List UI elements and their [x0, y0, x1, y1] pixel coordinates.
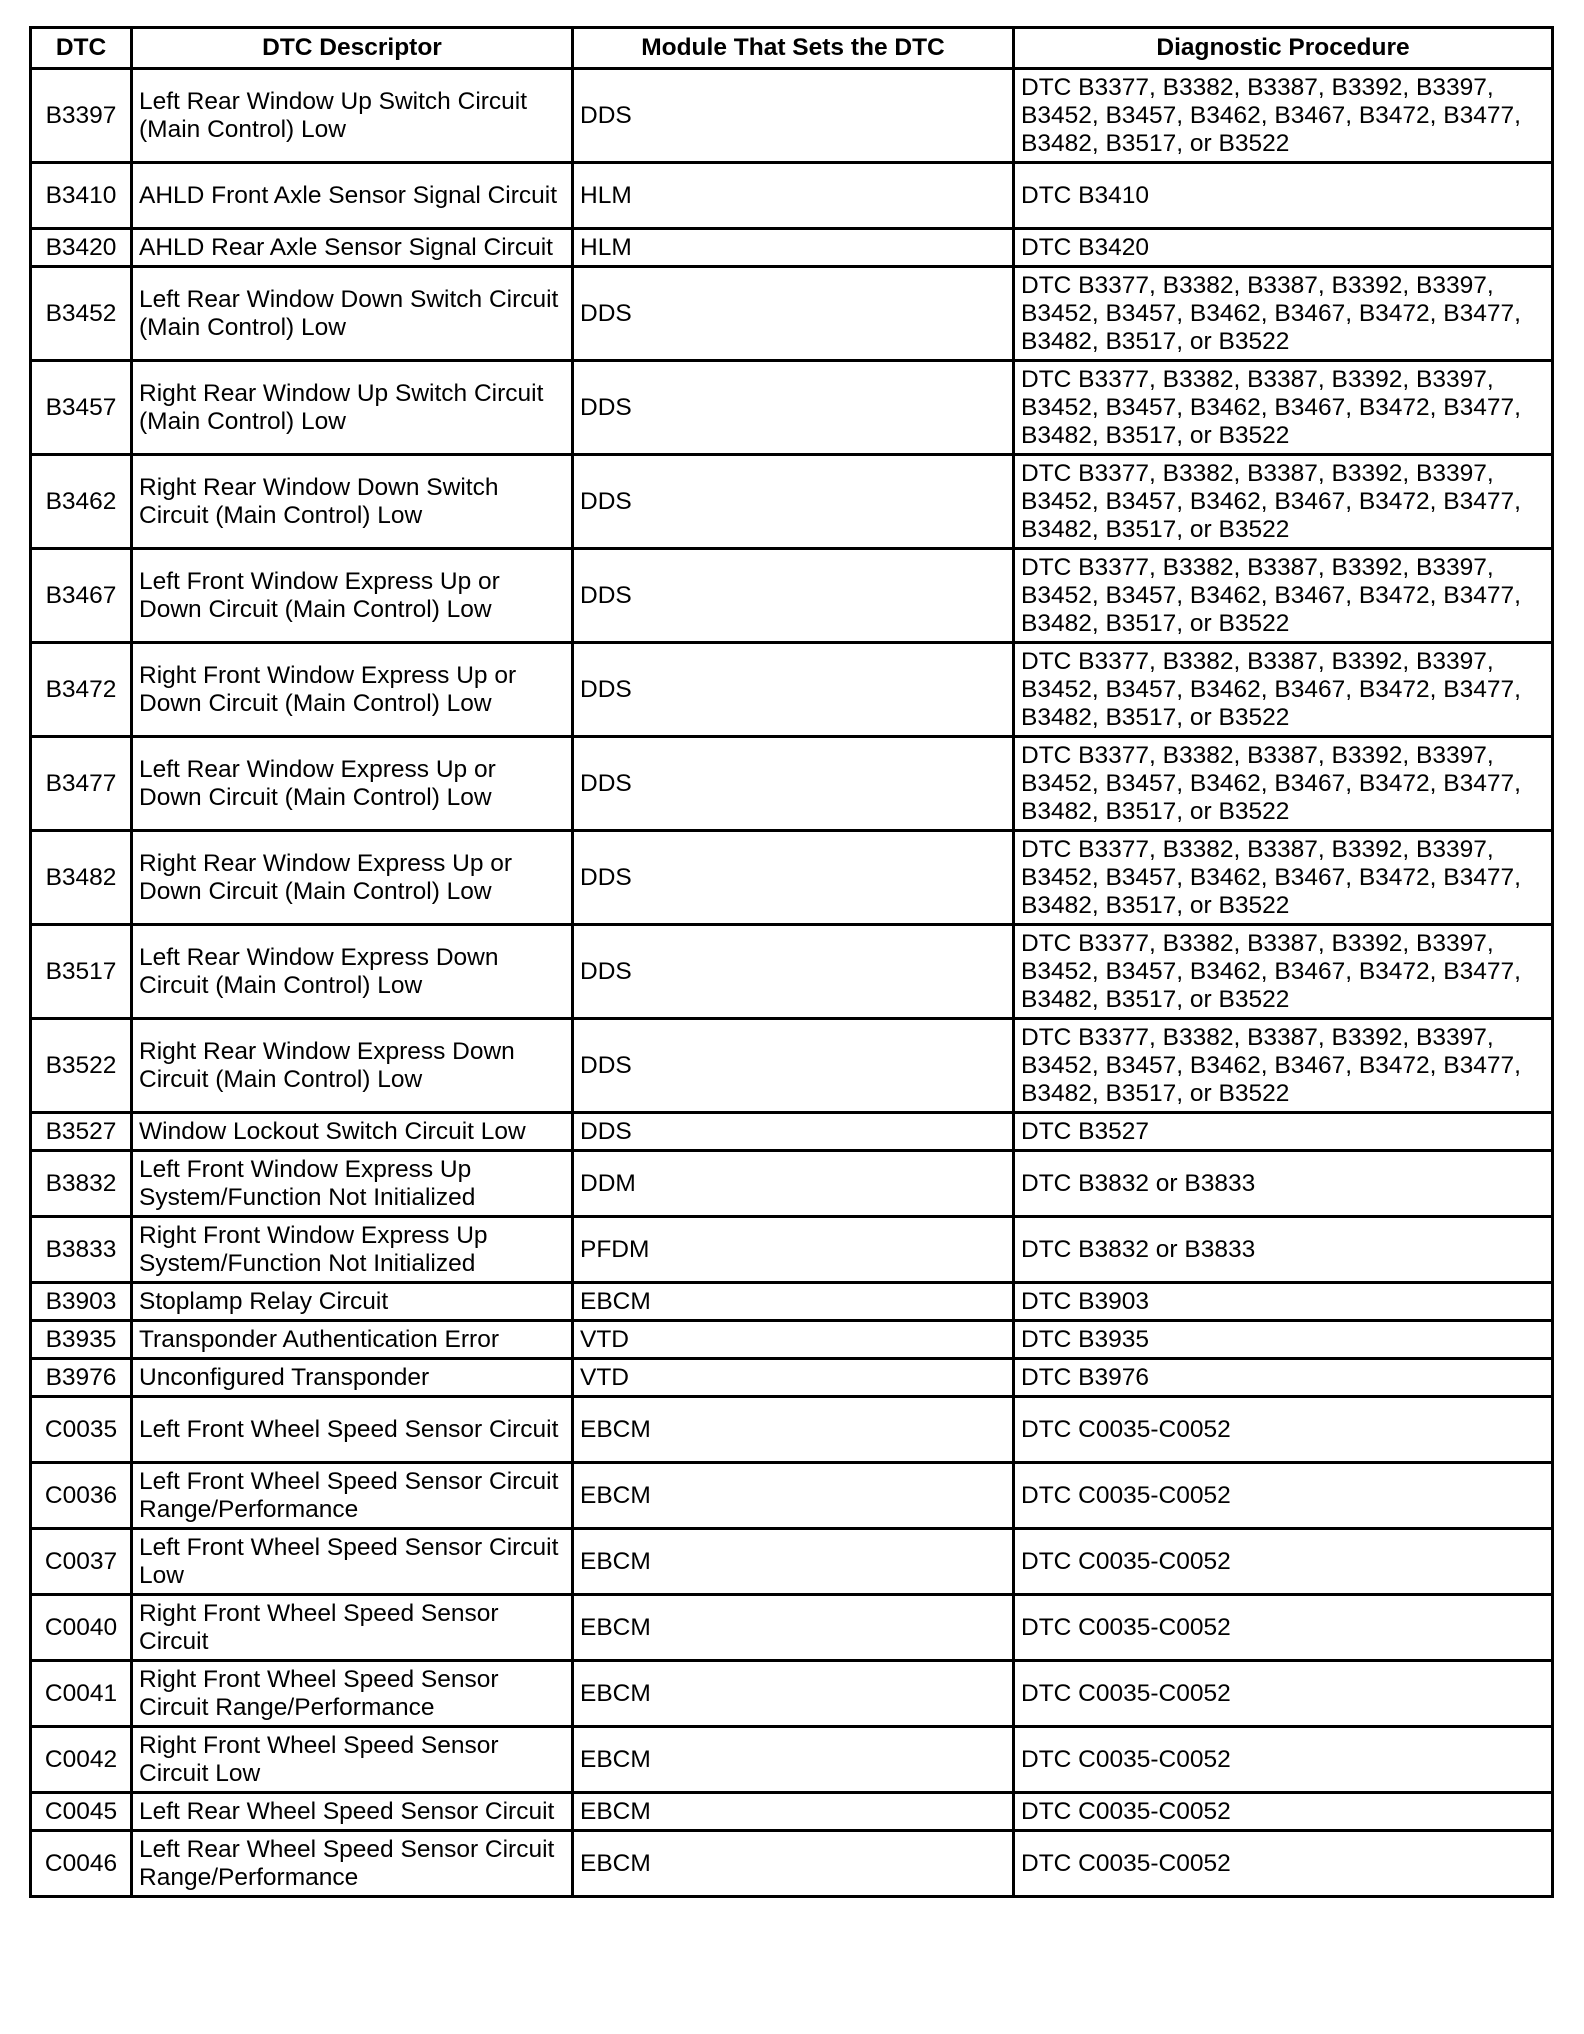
header-module: Module That Sets the DTC — [573, 28, 1014, 69]
dtc-code: B3472 — [31, 643, 132, 737]
dtc-module: DDS — [573, 69, 1014, 163]
dtc-descriptor: Right Rear Window Express Up or Down Circuit (Main Control) Low — [132, 831, 573, 925]
dtc-descriptor: Left Front Wheel Speed Sensor Circuit Low — [132, 1529, 573, 1595]
dtc-module: DDS — [573, 737, 1014, 831]
dtc-code: B3420 — [31, 229, 132, 267]
dtc-table-container — [29, 26, 1554, 1898]
dtc-table — [29, 26, 1554, 1898]
dtc-descriptor: Window Lockout Switch Circuit Low — [132, 1113, 573, 1151]
table-row — [31, 1529, 1553, 1595]
table-row — [31, 163, 1553, 229]
table-row — [31, 1727, 1553, 1793]
table-row — [31, 1661, 1553, 1727]
dtc-descriptor: Left Rear Wheel Speed Sensor Circuit Range/Performance — [132, 1831, 573, 1897]
table-row — [31, 361, 1553, 455]
dtc-descriptor: Left Front Wheel Speed Sensor Circuit Range/Performance — [132, 1463, 573, 1529]
dtc-procedure: DTC B3976 — [1014, 1359, 1553, 1397]
dtc-code: C0045 — [31, 1793, 132, 1831]
dtc-code: B3397 — [31, 69, 132, 163]
dtc-code: B3477 — [31, 737, 132, 831]
dtc-module: DDS — [573, 643, 1014, 737]
dtc-descriptor: Right Rear Window Express Down Circuit (Main Control) Low — [132, 1019, 573, 1113]
dtc-descriptor: Right Front Window Express Up System/Function Not Initialized — [132, 1217, 573, 1283]
dtc-code: B3452 — [31, 267, 132, 361]
table-row — [31, 1283, 1553, 1321]
dtc-descriptor: AHLD Front Axle Sensor Signal Circuit — [132, 163, 573, 229]
dtc-descriptor: AHLD Rear Axle Sensor Signal Circuit — [132, 229, 573, 267]
dtc-descriptor: Left Rear Wheel Speed Sensor Circuit — [132, 1793, 573, 1831]
dtc-procedure: DTC B3377, B3382, B3387, B3392, B3397, B3452, B3457, B3462, B3467, B3472, B3477, B3482, B3517, or B3522 — [1014, 1019, 1553, 1113]
dtc-module: DDS — [573, 1019, 1014, 1113]
dtc-code: C0036 — [31, 1463, 132, 1529]
dtc-descriptor: Right Rear Window Down Switch Circuit (Main Control) Low — [132, 455, 573, 549]
dtc-procedure: DTC B3377, B3382, B3387, B3392, B3397, B3452, B3457, B3462, B3467, B3472, B3477, B3482, B3517, or B3522 — [1014, 643, 1553, 737]
dtc-procedure: DTC C0035-C0052 — [1014, 1529, 1553, 1595]
dtc-procedure: DTC B3410 — [1014, 163, 1553, 229]
dtc-code: B3903 — [31, 1283, 132, 1321]
dtc-procedure: DTC C0035-C0052 — [1014, 1727, 1553, 1793]
dtc-procedure: DTC C0035-C0052 — [1014, 1661, 1553, 1727]
header-descriptor: DTC Descriptor — [132, 28, 573, 69]
table-row — [31, 267, 1553, 361]
dtc-procedure: DTC C0035-C0052 — [1014, 1793, 1553, 1831]
dtc-module: DDS — [573, 549, 1014, 643]
dtc-procedure: DTC C0035-C0052 — [1014, 1463, 1553, 1529]
table-row — [31, 229, 1553, 267]
dtc-procedure: DTC B3903 — [1014, 1283, 1553, 1321]
dtc-procedure: DTC B3832 or B3833 — [1014, 1217, 1553, 1283]
table-row — [31, 1595, 1553, 1661]
dtc-module: EBCM — [573, 1463, 1014, 1529]
dtc-procedure: DTC B3377, B3382, B3387, B3392, B3397, B3452, B3457, B3462, B3467, B3472, B3477, B3482, B3517, or B3522 — [1014, 455, 1553, 549]
table-row — [31, 831, 1553, 925]
dtc-procedure: DTC B3377, B3382, B3387, B3392, B3397, B3452, B3457, B3462, B3467, B3472, B3477, B3482, B3517, or B3522 — [1014, 831, 1553, 925]
dtc-descriptor: Right Front Wheel Speed Sensor Circuit Range/Performance — [132, 1661, 573, 1727]
dtc-module: EBCM — [573, 1727, 1014, 1793]
dtc-code: C0046 — [31, 1831, 132, 1897]
dtc-code: B3527 — [31, 1113, 132, 1151]
dtc-code: B3410 — [31, 163, 132, 229]
dtc-module: HLM — [573, 163, 1014, 229]
table-row — [31, 643, 1553, 737]
dtc-code: B3833 — [31, 1217, 132, 1283]
table-row — [31, 737, 1553, 831]
dtc-module: DDS — [573, 267, 1014, 361]
dtc-descriptor: Left Front Wheel Speed Sensor Circuit — [132, 1397, 573, 1463]
table-row — [31, 1359, 1553, 1397]
dtc-descriptor: Left Rear Window Express Down Circuit (Main Control) Low — [132, 925, 573, 1019]
dtc-descriptor: Right Front Wheel Speed Sensor Circuit — [132, 1595, 573, 1661]
dtc-module: DDS — [573, 1113, 1014, 1151]
table-row — [31, 1113, 1553, 1151]
dtc-module: HLM — [573, 229, 1014, 267]
dtc-descriptor: Left Rear Window Express Up or Down Circuit (Main Control) Low — [132, 737, 573, 831]
dtc-descriptor: Left Front Window Express Up System/Function Not Initialized — [132, 1151, 573, 1217]
dtc-descriptor: Unconfigured Transponder — [132, 1359, 573, 1397]
dtc-descriptor: Right Rear Window Up Switch Circuit (Main Control) Low — [132, 361, 573, 455]
dtc-procedure: DTC B3377, B3382, B3387, B3392, B3397, B3452, B3457, B3462, B3467, B3472, B3477, B3482, B3517, or B3522 — [1014, 549, 1553, 643]
dtc-procedure: DTC B3377, B3382, B3387, B3392, B3397, B3452, B3457, B3462, B3467, B3472, B3477, B3482, B3517, or B3522 — [1014, 69, 1553, 163]
dtc-procedure: DTC C0035-C0052 — [1014, 1595, 1553, 1661]
dtc-descriptor: Stoplamp Relay Circuit — [132, 1283, 573, 1321]
dtc-procedure: DTC B3527 — [1014, 1113, 1553, 1151]
dtc-code: B3976 — [31, 1359, 132, 1397]
dtc-module: EBCM — [573, 1831, 1014, 1897]
dtc-module: EBCM — [573, 1661, 1014, 1727]
dtc-module: EBCM — [573, 1397, 1014, 1463]
dtc-procedure: DTC C0035-C0052 — [1014, 1397, 1553, 1463]
table-row — [31, 1463, 1553, 1529]
dtc-procedure: DTC B3377, B3382, B3387, B3392, B3397, B3452, B3457, B3462, B3467, B3472, B3477, B3482, B3517, or B3522 — [1014, 361, 1553, 455]
dtc-module: VTD — [573, 1321, 1014, 1359]
dtc-procedure: DTC B3420 — [1014, 229, 1553, 267]
dtc-module: DDM — [573, 1151, 1014, 1217]
dtc-descriptor: Left Front Window Express Up or Down Circuit (Main Control) Low — [132, 549, 573, 643]
table-row — [31, 1793, 1553, 1831]
table-row — [31, 549, 1553, 643]
table-row — [31, 1397, 1553, 1463]
dtc-procedure: DTC B3377, B3382, B3387, B3392, B3397, B3452, B3457, B3462, B3467, B3472, B3477, B3482, B3517, or B3522 — [1014, 267, 1553, 361]
dtc-code: B3832 — [31, 1151, 132, 1217]
dtc-code: B3457 — [31, 361, 132, 455]
dtc-descriptor: Left Rear Window Down Switch Circuit (Main Control) Low — [132, 267, 573, 361]
dtc-code: C0035 — [31, 1397, 132, 1463]
dtc-module: EBCM — [573, 1595, 1014, 1661]
table-row — [31, 1151, 1553, 1217]
header-procedure: Diagnostic Procedure — [1014, 28, 1553, 69]
dtc-code: C0041 — [31, 1661, 132, 1727]
dtc-module: EBCM — [573, 1529, 1014, 1595]
dtc-code: C0042 — [31, 1727, 132, 1793]
dtc-procedure: DTC B3377, B3382, B3387, B3392, B3397, B3452, B3457, B3462, B3467, B3472, B3477, B3482, B3517, or B3522 — [1014, 737, 1553, 831]
table-row — [31, 1217, 1553, 1283]
dtc-module: VTD — [573, 1359, 1014, 1397]
table-row — [31, 69, 1553, 163]
dtc-module: DDS — [573, 925, 1014, 1019]
dtc-descriptor: Right Front Window Express Up or Down Circuit (Main Control) Low — [132, 643, 573, 737]
dtc-module: DDS — [573, 455, 1014, 549]
dtc-code: B3517 — [31, 925, 132, 1019]
dtc-module: DDS — [573, 361, 1014, 455]
dtc-module: EBCM — [573, 1793, 1014, 1831]
dtc-module: DDS — [573, 831, 1014, 925]
dtc-code: C0037 — [31, 1529, 132, 1595]
dtc-descriptor: Transponder Authentication Error — [132, 1321, 573, 1359]
dtc-code: C0040 — [31, 1595, 132, 1661]
dtc-code: B3467 — [31, 549, 132, 643]
dtc-procedure: DTC B3377, B3382, B3387, B3392, B3397, B3452, B3457, B3462, B3467, B3472, B3477, B3482, B3517, or B3522 — [1014, 925, 1553, 1019]
table-row — [31, 455, 1553, 549]
dtc-module: PFDM — [573, 1217, 1014, 1283]
table-row — [31, 1831, 1553, 1897]
dtc-code: B3935 — [31, 1321, 132, 1359]
dtc-descriptor: Left Rear Window Up Switch Circuit (Main Control) Low — [132, 69, 573, 163]
table-row — [31, 1019, 1553, 1113]
table-row — [31, 925, 1553, 1019]
dtc-code: B3462 — [31, 455, 132, 549]
dtc-module: EBCM — [573, 1283, 1014, 1321]
header-row — [31, 28, 1553, 69]
table-row — [31, 1321, 1553, 1359]
dtc-procedure: DTC B3935 — [1014, 1321, 1553, 1359]
dtc-descriptor: Right Front Wheel Speed Sensor Circuit Low — [132, 1727, 573, 1793]
dtc-procedure: DTC C0035-C0052 — [1014, 1831, 1553, 1897]
dtc-procedure: DTC B3832 or B3833 — [1014, 1151, 1553, 1217]
header-dtc: DTC — [31, 28, 132, 69]
dtc-code: B3522 — [31, 1019, 132, 1113]
dtc-code: B3482 — [31, 831, 132, 925]
